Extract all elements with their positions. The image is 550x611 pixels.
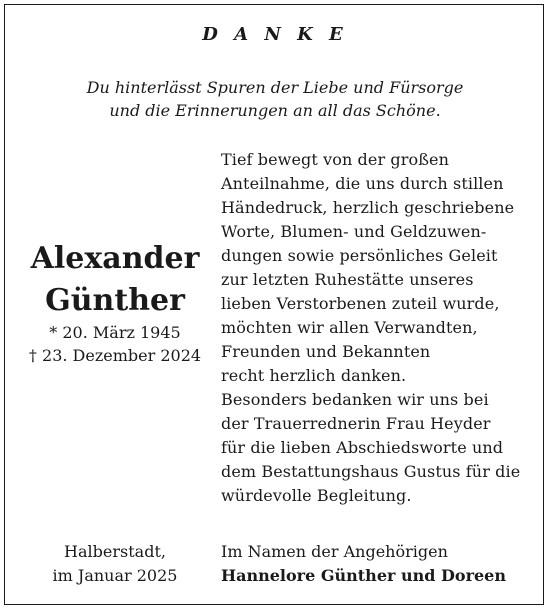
thanks-line: der Trauerrednerin Frau Heyder — [221, 414, 491, 433]
date: im Januar 2025 — [52, 566, 178, 585]
quote-line: Du hinterlässt Spuren der Liebe und Fürsorge — [86, 78, 464, 97]
thanks-line: Tief bewegt von der großen — [221, 150, 449, 169]
life-dates — [10, 321, 220, 367]
thanks-line: Besonders bedanken wir uns bei — [221, 390, 489, 409]
memorial-quote — [0, 76, 550, 122]
thanks-line: für die lieben Abschiedsworte und — [221, 438, 504, 457]
deceased-name — [10, 238, 220, 322]
thanks-line: recht herzlich danken. — [221, 366, 407, 385]
signature — [221, 540, 541, 588]
thanks-line: möchten wir allen Verwandten, — [221, 318, 478, 337]
quote-line: und die Erinnerungen an all das Schöne. — [109, 101, 441, 120]
place: Halberstadt, — [64, 542, 166, 561]
thanks-line: Freunden und Bekannten — [221, 342, 431, 361]
death-date: † 23. Dezember 2024 — [28, 346, 202, 365]
thanks-line: lieben Verstorbenen zuteil wurde, — [221, 294, 500, 313]
thanks-line: würdevolle Begleitung. — [221, 486, 412, 505]
thanks-text — [221, 148, 541, 508]
notice-title: D A N K E — [202, 24, 348, 45]
thanks-line: Anteilnahme, die uns durch stillen — [221, 174, 504, 193]
thanks-line: zur letzten Ruhestätte unseres — [221, 270, 474, 289]
thanks-line: Worte, Blumen- und Geldzuwen- — [221, 222, 487, 241]
thanks-line: dungen sowie persönliches Geleit — [221, 246, 498, 265]
signature-family: Hannelore Günther und Doreen — [221, 566, 506, 585]
deceased-first-name: Alexander — [30, 241, 200, 276]
thanks-line: dem Bestattungshaus Gustus für die — [221, 462, 521, 481]
deceased-last-name: Günther — [45, 283, 185, 318]
birth-date: * 20. März 1945 — [49, 323, 181, 342]
thanks-line: Händedruck, herzlich geschriebene — [221, 198, 515, 217]
place-and-date — [10, 540, 220, 588]
signature-intro: Im Namen der Angehörigen — [221, 542, 448, 561]
